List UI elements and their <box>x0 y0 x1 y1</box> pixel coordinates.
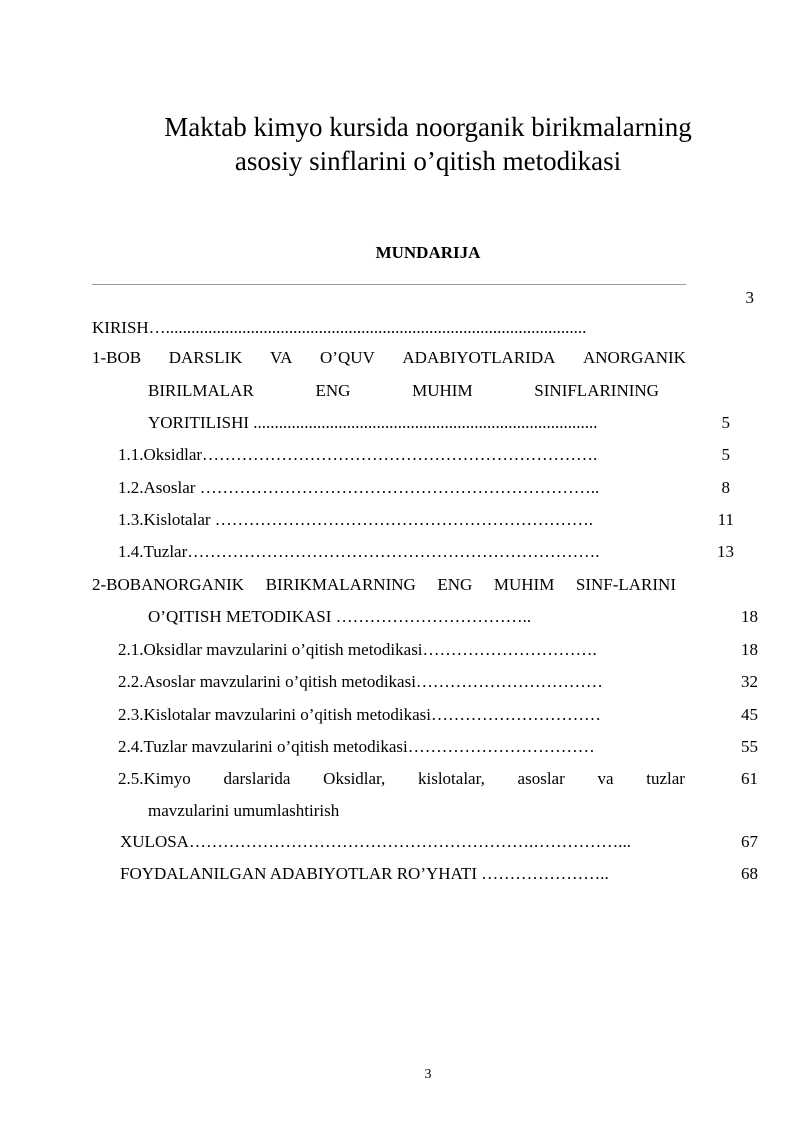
toc-kirish-page: 3 <box>745 288 754 307</box>
document-title-line-1: Maktab kimyo kursida noorganik birikmalarning <box>164 112 692 142</box>
toc-item-2-1: 2.1.Oksidlar mavzularini o’qitish metodikasi…………………………. <box>118 640 597 659</box>
toc-item-2-2: 2.2.Asoslar mavzularini o’qitish metodikasi…………………………… <box>118 672 603 691</box>
toc-item-2-4-page: 55 <box>741 737 758 756</box>
toc-item-2-4: 2.4.Tuzlar mavzularini o’qitish metodikasi…………………………… <box>118 737 595 756</box>
toc-item-2-3: 2.3.Kislotalar mavzularini o’qitish metodikasi………………………… <box>118 705 602 724</box>
word: asoslar <box>517 769 565 788</box>
document-title-line-2: asosiy sinflarini o’qitish metodikasi <box>234 146 622 176</box>
toc-chapter-1-line-3: YORITILISHI ................................................................................. <box>148 413 598 432</box>
contents-heading: MUNDARIJA <box>375 243 481 262</box>
word: MUHIM <box>412 381 473 400</box>
word: O’QUV <box>320 348 375 367</box>
toc-item-2-5-page: 61 <box>741 769 758 788</box>
word: MUHIM <box>493 575 555 594</box>
word: DARSLIK <box>168 348 243 367</box>
toc-item-1-1: 1.1.Oksidlar……………………………………………………………. <box>118 445 598 464</box>
word: 1-BOB <box>92 348 142 367</box>
toc-chapter-2-page: 18 <box>741 607 758 626</box>
toc-item-1-3-page: 11 <box>717 510 734 529</box>
toc-item-1-2: 1.2.Asoslar …………………………………………………………….. <box>118 478 600 497</box>
toc-references: FOYDALANILGAN ADABIYOTLAR RO’YHATI ………………….. <box>120 864 609 883</box>
toc-kirish: KIRISH…................................................................................................... <box>92 318 587 337</box>
word: tuzlar <box>646 769 685 788</box>
word: BIRILMALAR <box>148 381 254 400</box>
word: ENG <box>315 381 351 400</box>
toc-item-2-2-page: 32 <box>741 672 758 691</box>
word: darslarida <box>223 769 291 788</box>
word: 2-BOBANORGANIK <box>92 575 245 594</box>
toc-chapter-2-line-1 <box>92 575 676 595</box>
toc-item-2-5-line-1 <box>118 769 685 789</box>
toc-item-2-1-page: 18 <box>741 640 758 659</box>
word: VA <box>270 348 293 367</box>
word: 2.5.Kimyo <box>118 769 191 788</box>
page-number: 3 <box>424 1067 432 1082</box>
toc-item-2-3-page: 45 <box>741 705 758 724</box>
word: va <box>597 769 614 788</box>
toc-item-1-2-page: 8 <box>721 478 730 497</box>
toc-chapter-1-line-1 <box>92 348 686 368</box>
word: ENG <box>437 575 473 594</box>
toc-item-1-3: 1.3.Kislotalar …………………………………………………………. <box>118 510 594 529</box>
toc-chapter-1-line-2 <box>148 381 659 401</box>
toc-item-1-1-page: 5 <box>721 445 730 464</box>
toc-references-page: 68 <box>741 864 758 883</box>
toc-item-2-5-line-2: mavzularini umumlashtirish <box>148 801 340 820</box>
word: SINIFLARINING <box>534 381 659 400</box>
toc-item-1-4: 1.4.Tuzlar………………………………………………………………. <box>118 542 600 561</box>
word: Oksidlar, <box>323 769 386 788</box>
divider <box>92 284 686 285</box>
word: BIRIKMALARNING <box>265 575 416 594</box>
toc-xulosa: XULOSA…………………………………………………….……………... <box>120 832 631 851</box>
toc-chapter-2-line-2: O’QITISH METODIKASI …………………………….. <box>148 607 532 626</box>
word: SINF-LARINI <box>575 575 676 594</box>
word: ADABIYOTLARIDA <box>402 348 556 367</box>
toc-chapter-1-page: 5 <box>721 413 730 432</box>
word: kislotalar, <box>418 769 485 788</box>
word: ANORGANIK <box>582 348 686 367</box>
toc-item-1-4-page: 13 <box>717 542 734 561</box>
toc-xulosa-page: 67 <box>741 832 758 851</box>
